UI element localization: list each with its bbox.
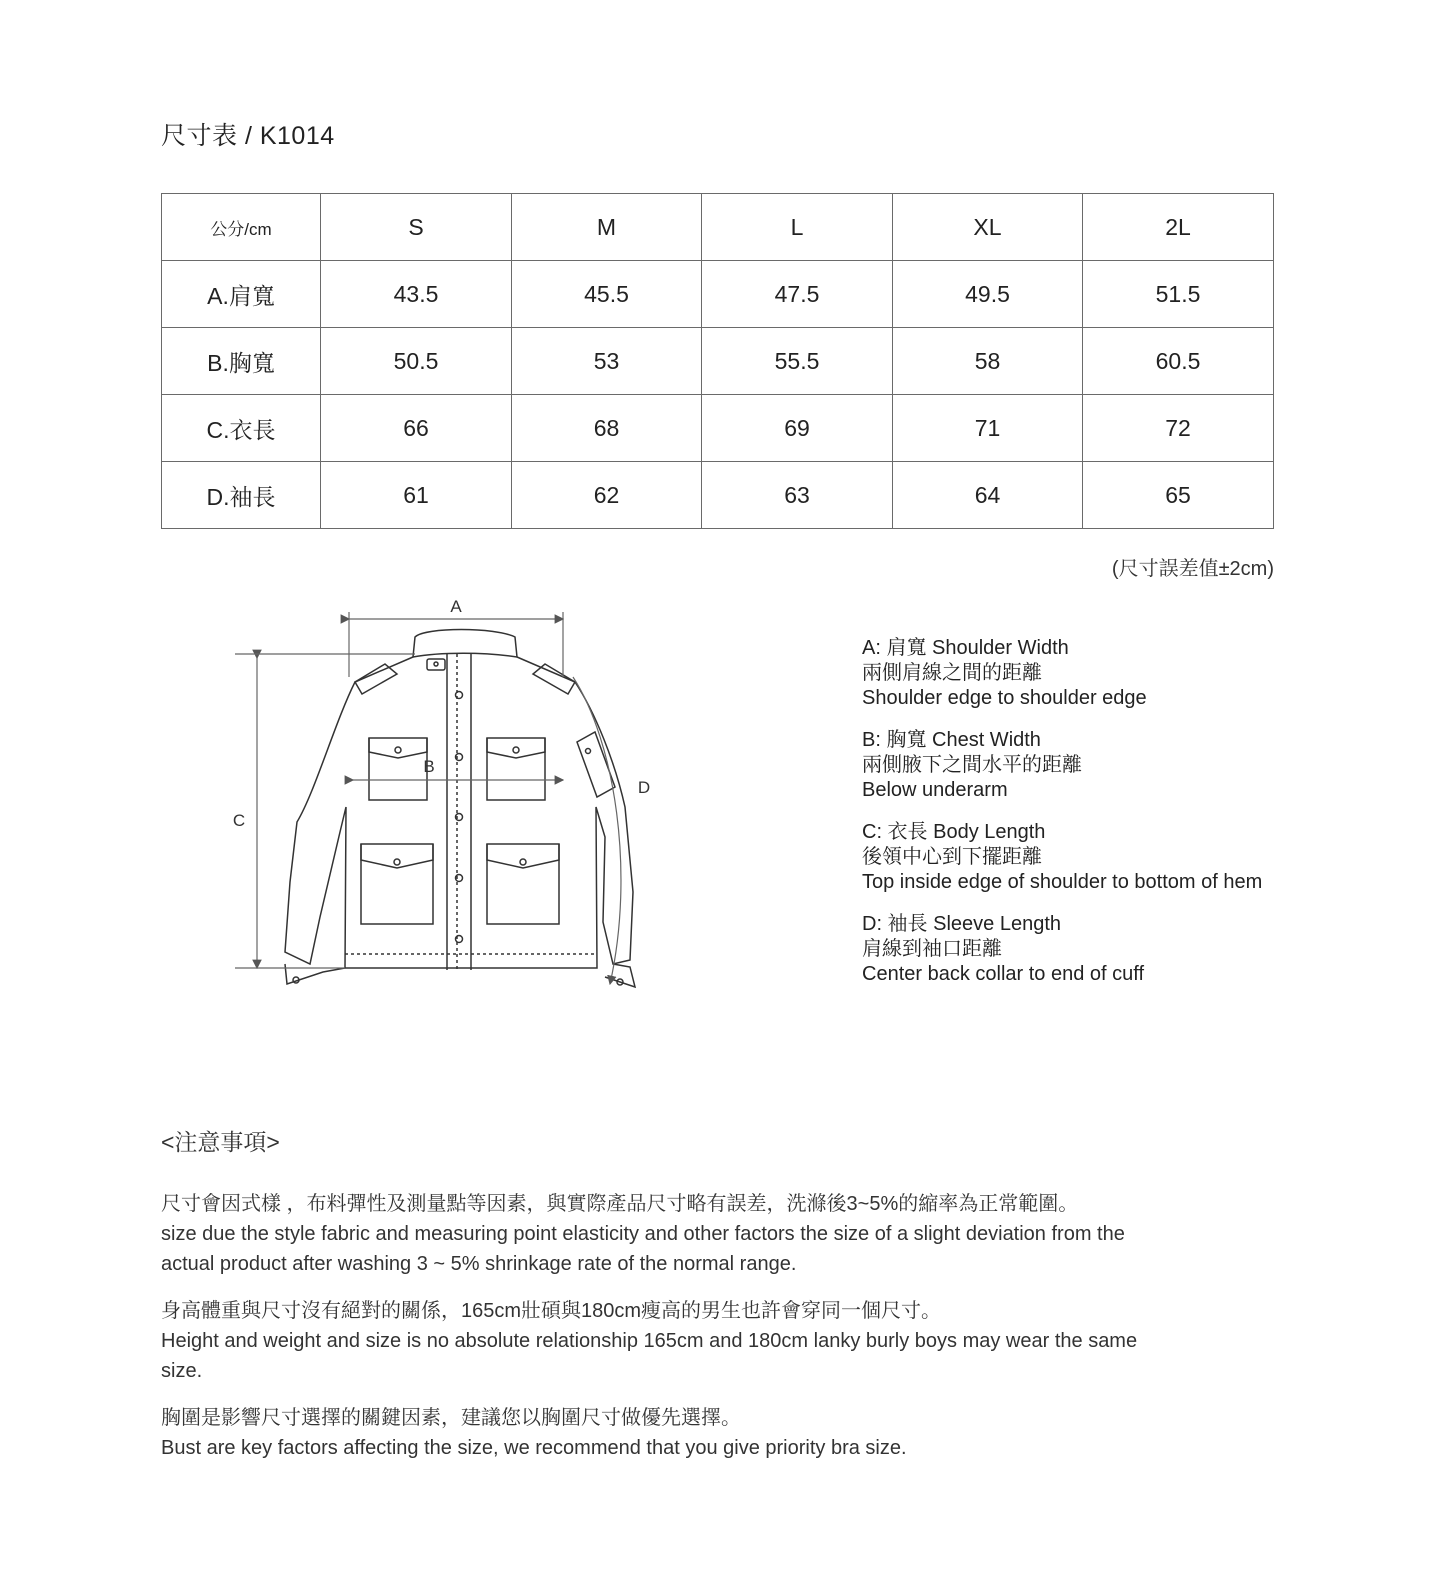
- note-paragraph: [161, 1296, 1161, 1386]
- size-header: L: [702, 194, 893, 261]
- size-header-row: [162, 194, 1274, 261]
- table-cell: 50.5: [321, 328, 512, 395]
- legend-zh: 兩側肩線之間的距離: [862, 662, 1042, 684]
- table-cell: 53: [512, 328, 702, 395]
- table-cell: 58: [893, 328, 1083, 395]
- legend-title: D: 袖長 Sleeve Length: [862, 913, 1061, 935]
- table-cell: 47.5: [702, 261, 893, 328]
- table-cell: 69: [702, 395, 893, 462]
- size-header: 2L: [1083, 194, 1274, 261]
- note-en: Height and weight and size is no absolute relationship 165cm and 180cm lanky burly boys may wear the same size.: [161, 1330, 1138, 1382]
- table-cell: 63: [702, 462, 893, 529]
- legend-zh: 後領中心到下擺距離: [862, 846, 1042, 868]
- legend-item: [862, 912, 1322, 987]
- notes-section: [161, 1124, 1161, 1480]
- jacket-outline: [285, 630, 635, 988]
- note-zh: 胸圍是影響尺寸選擇的關鍵因素，建議您以胸圍尺寸做優先選擇。: [161, 1407, 741, 1429]
- label-a: A: [450, 597, 462, 616]
- table-row: [162, 395, 1274, 462]
- table-row: [162, 328, 1274, 395]
- legend-title: A: 肩寬 Shoulder Width: [862, 637, 1069, 659]
- table-cell: 55.5: [702, 328, 893, 395]
- table-row: [162, 261, 1274, 328]
- legend-zh: 肩線到袖口距離: [862, 938, 1002, 960]
- note-en: size due the style fabric and measuring point elasticity and other factors the size of a slight deviation from the actual product after washing 3 ~ 5% shrinkage rate of the normal range.: [161, 1223, 1125, 1275]
- table-cell: 61: [321, 462, 512, 529]
- table-row: [162, 462, 1274, 529]
- legend-title: B: 胸寬 Chest Width: [862, 729, 1041, 751]
- table-cell: 51.5: [1083, 261, 1274, 328]
- jacket-diagram: [225, 592, 665, 1002]
- measurement-legend: [862, 636, 1322, 1004]
- table-cell: 62: [512, 462, 702, 529]
- legend-en: Shoulder edge to shoulder edge: [862, 687, 1147, 709]
- table-cell: 43.5: [321, 261, 512, 328]
- size-header: S: [321, 194, 512, 261]
- legend-en: Top inside edge of shoulder to bottom of hem: [862, 871, 1263, 893]
- tolerance-note: (尺寸誤差值±2cm): [1111, 558, 1274, 580]
- note-paragraph: [161, 1189, 1161, 1279]
- table-cell: 65: [1083, 462, 1274, 529]
- row-label: C.衣長: [162, 395, 321, 462]
- legend-item: [862, 820, 1322, 895]
- legend-zh: 兩側腋下之間水平的距離: [862, 754, 1082, 776]
- row-label: A.肩寬: [162, 261, 321, 328]
- row-label: D.袖長: [162, 462, 321, 529]
- label-b: B: [423, 757, 435, 776]
- legend-item: [862, 636, 1322, 711]
- legend-en: Below underarm: [862, 779, 1008, 801]
- page-title: 尺寸表 / K1014: [161, 122, 335, 150]
- table-cell: 60.5: [1083, 328, 1274, 395]
- unit-header: 公分/cm: [162, 194, 321, 261]
- table-cell: 71: [893, 395, 1083, 462]
- row-label: B.胸寬: [162, 328, 321, 395]
- table-cell: 45.5: [512, 261, 702, 328]
- note-en: Bust are key factors affecting the size, we recommend that you give priority bra size.: [161, 1437, 907, 1459]
- size-header: XL: [893, 194, 1083, 261]
- table-cell: 64: [893, 462, 1083, 529]
- table-cell: 66: [321, 395, 512, 462]
- note-paragraph: [161, 1403, 1161, 1463]
- notes-heading: <注意事項>: [161, 1129, 280, 1155]
- size-header: M: [512, 194, 702, 261]
- label-c: C: [232, 811, 246, 830]
- legend-en: Center back collar to end of cuff: [862, 963, 1145, 985]
- table-cell: 68: [512, 395, 702, 462]
- table-cell: 49.5: [893, 261, 1083, 328]
- note-zh: 身高體重與尺寸沒有絕對的關係，165cm壯碩與180cm瘦高的男生也許會穿同一個尺寸。: [161, 1300, 942, 1322]
- label-d: D: [637, 778, 651, 797]
- legend-title: C: 衣長 Body Length: [862, 821, 1046, 843]
- note-zh: 尺寸會因式樣 ，布料彈性及測量點等因素，與實際產品尺寸略有誤差，洗滌後3~5%的縮率為正常範圍。: [161, 1193, 1079, 1215]
- table-cell: 72: [1083, 395, 1274, 462]
- legend-item: [862, 728, 1322, 803]
- measurement-guides: [232, 612, 621, 984]
- size-table: [161, 193, 1274, 529]
